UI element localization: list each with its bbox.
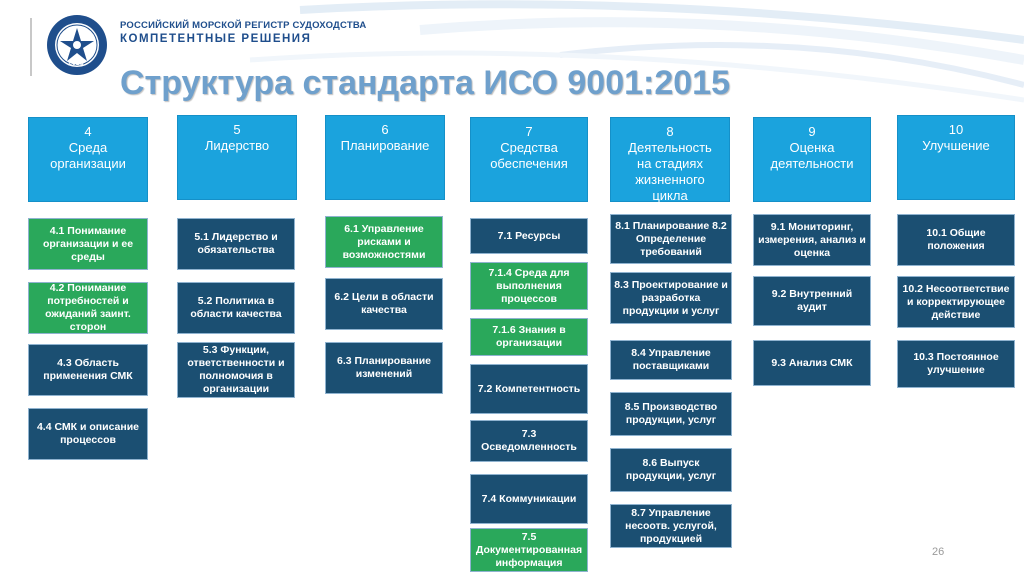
clause-box: 4.3 Область применения СМК xyxy=(28,344,148,396)
register-logo-icon xyxy=(46,14,108,76)
clause-box: 6.3 Планирование изменений xyxy=(325,342,443,394)
clause-box: 8.3 Проектирование и разработка продукции и услуг xyxy=(610,272,732,324)
clause-box: 7.1.4 Среда для выполнения процессов xyxy=(470,262,588,310)
clause-box: 6.2 Цели в области качества xyxy=(325,278,443,330)
clause-box: 5.3 Функции, ответственности и полномочия в организации xyxy=(177,342,295,398)
section-header-6: 6 Планирование xyxy=(325,115,445,200)
section-header-9: 9 Оценка деятельности xyxy=(753,117,871,202)
clause-box: 7.5 Документированная информация xyxy=(470,528,588,572)
clause-box: 5.1 Лидерство и обязательства xyxy=(177,218,295,270)
clause-box: 7.1 Ресурсы xyxy=(470,218,588,254)
clause-box: 4.2 Понимание потребностей и ожиданий заинт. сторон xyxy=(28,282,148,334)
clause-box: 9.2 Внутренний аудит xyxy=(753,276,871,326)
clause-box: 8.1 Планирование 8.2 Определение требований xyxy=(610,214,732,264)
clause-box: 10.3 Постоянное улучшение xyxy=(897,340,1015,388)
clause-box: 7.4 Коммуникации xyxy=(470,474,588,524)
clause-box: 8.5 Производство продукции, услуг xyxy=(610,392,732,436)
section-header-8: 8 Деятельность на стадиях жизненного цикла xyxy=(610,117,730,202)
org-tagline: КОМПЕТЕНТНЫЕ РЕШЕНИЯ xyxy=(120,33,312,45)
section-header-7: 7 Средства обеспечения xyxy=(470,117,588,202)
clause-box: 4.1 Понимание организации и ее среды xyxy=(28,218,148,270)
clause-box: 7.2 Компетентность xyxy=(470,364,588,414)
clause-box: 10.1 Общие положения xyxy=(897,214,1015,266)
clause-box: 4.4 СМК и описание процессов xyxy=(28,408,148,460)
section-header-4: 4 Среда организации xyxy=(28,117,148,202)
logo-year: 2015 xyxy=(68,60,84,67)
clause-box: 7.3 Осведомленность xyxy=(470,420,588,462)
clause-box: 9.1 Мониторинг, измерения, анализ и оценка xyxy=(753,214,871,266)
clause-box: 8.6 Выпуск продукции, услуг xyxy=(610,448,732,492)
page-number: 26 xyxy=(932,546,945,558)
section-header-10: 10 Улучшение xyxy=(897,115,1015,200)
section-header-5: 5 Лидерство xyxy=(177,115,297,200)
clause-box: 7.1.6 Знания в организации xyxy=(470,318,588,356)
clause-box: 8.4 Управление поставщиками xyxy=(610,340,732,380)
clause-box: 10.2 Несоответствие и корректирующее действие xyxy=(897,276,1015,328)
vertical-divider xyxy=(30,18,32,76)
clause-box: 5.2 Политика в области качества xyxy=(177,282,295,334)
clause-box: 6.1 Управление рисками и возможностями xyxy=(325,216,443,268)
org-name: РОССИЙСКИЙ МОРСКОЙ РЕГИСТР СУДОХОДСТВА xyxy=(120,20,367,31)
clause-box: 8.7 Управление несоотв. услугой, продукцией xyxy=(610,504,732,548)
page-title: Структура стандарта ИСО 9001:2015 xyxy=(120,64,730,102)
clause-box: 9.3 Анализ СМК xyxy=(753,340,871,386)
